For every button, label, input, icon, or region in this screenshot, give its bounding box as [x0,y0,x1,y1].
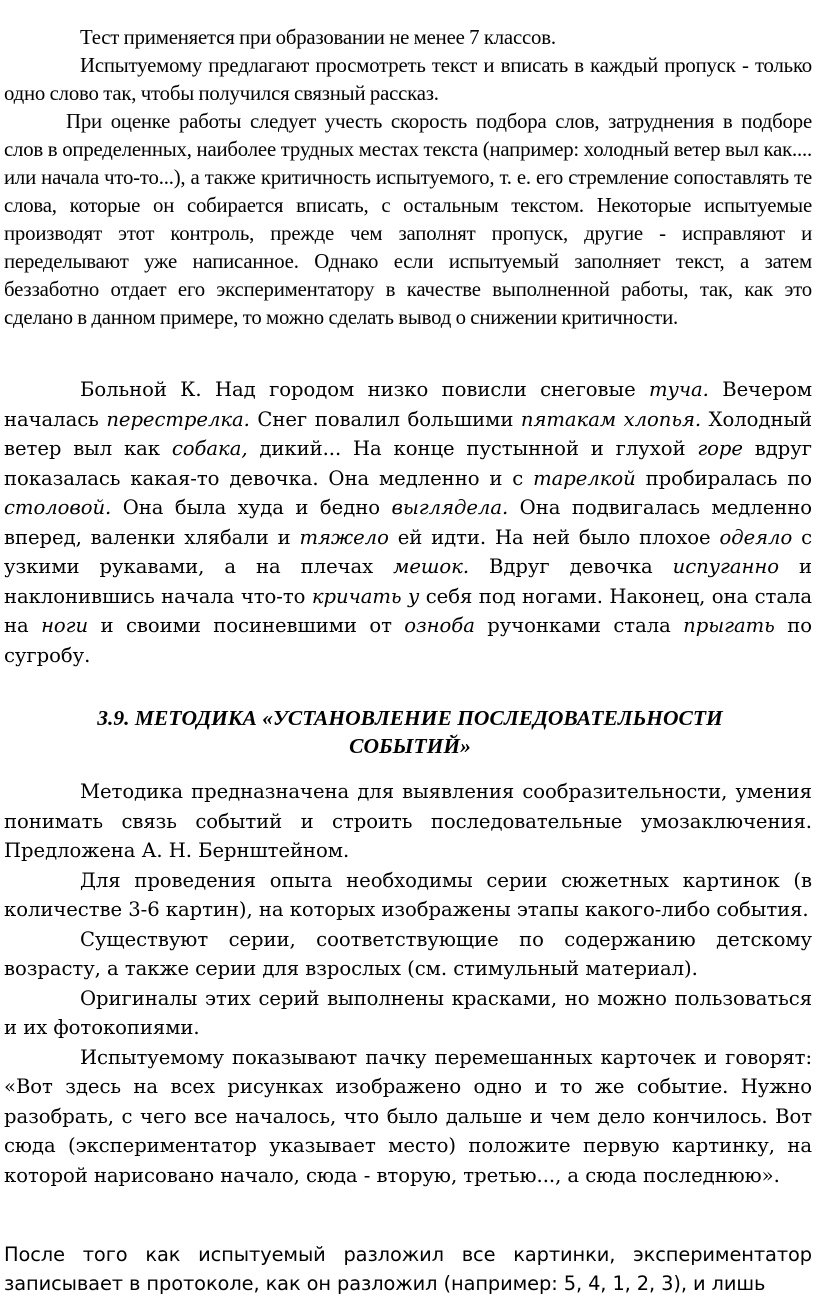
section-heading-line-2: СОБЫТИЙ» [349,734,471,758]
example-text: по сугробу. [4,614,812,667]
filled-word: кричать у [311,584,420,608]
example-text: и своими посиневшими от [88,614,405,637]
filled-word: одеяло [719,525,793,549]
example-text: вдруг показалась какая-то девочка. Она медленно и с [4,437,812,490]
example-text: с узкими рукавами, а на плечах [4,525,812,578]
filled-word: ноги [41,614,89,637]
filled-word: тяжело [299,525,389,549]
example-section [4,375,812,670]
example-text: Она была худа и бедно [111,496,392,519]
filled-word: пятакам хлопья. [520,407,702,431]
method-paragraph-3: Существуют серии, соответствующие по содержанию детскому возрасту, а также серии для взрослых (см. стимульный материал). [4,927,812,980]
intro-paragraph-3: При оценке работы следует учесть скорость подбора слов, затруднения в подборе слов в определенных, наиболее трудных местах текста (например: холодный ветер выл как.... или начала что-то...), а также критичность испытуемого, т. е. его стремление сопоставлять те слова, которые он собирается вписать, с остальным текстом. Некоторые испытуемые производят этот контроль, прежде чем заполнят пропуск, другие - исправляют и переделывают уже написанное. Однако если испытуемый заполняет текст, а затем беззаботно отдает его экспериментатору в качестве выполненной работы, так, как это сделано в данном примере, то можно сделать вывод о снижении критичности. [4,110,812,329]
filled-word: собака, [171,437,248,460]
example-text: Больной К. Над городом низко повисли снеговые [80,378,650,401]
method-paragraph-4: Оригиналы этих серий выполнены красками, но можно пользоваться и их фотокопиями. [4,986,812,1039]
intro-section [4,24,812,332]
example-text: пробиралась по [635,466,812,490]
example-text: Она подвигалась медленно вперед, валенки хлябали и [4,496,813,549]
filled-word: перестрелка. [106,407,250,431]
method-paragraph-1: Методика предназначена для выявления сообразительности, умения понимать связь событий и строить последовательные умозаключения. Предложена А. Н. Бернштейном. [4,780,812,862]
example-text: ей идти. На ней было плохое [388,525,720,549]
method-section [4,777,812,1190]
intro-paragraph-2: Испытуемому предлагают просмотреть текст и вписать в каждый пропуск - только одно слово так, чтобы получился связный рассказ. [4,54,812,105]
intro-paragraph-1: Тест применяется при образовании не менее 7 классов. [80,26,556,49]
filled-word: выглядела. [391,496,509,519]
method-paragraph-6: После того как испытуемый разложил все картинки, экспериментатор записывает в протоколе, как он разложил (например: 5, 4, 1, 2, 3), и лишь [4,1243,812,1295]
final-section [4,1240,812,1298]
example-text: Снег повалил большими [249,407,521,431]
example-text: Холодный ветер выл как [4,407,813,460]
filled-word: испуганно [672,555,779,578]
example-text: себя под ногами. Наконец, она стала на [4,584,813,637]
example-text: Вдруг девочка [469,555,673,578]
filled-word: тарелкой [533,466,636,490]
filled-word: столовой. [4,496,112,519]
example-text: и наклонившись начала что-то [4,555,812,608]
example-paragraph [4,375,812,670]
example-text: ручонками стала [474,614,684,637]
filled-word: туча. [649,378,709,401]
filled-word: мешок. [393,555,469,578]
example-text: дикий... На конце пустынной и глухой [247,437,698,460]
example-text: Вечером началась [4,378,813,431]
filled-word: прыгать [683,614,775,637]
section-heading-line-1: 3.9. МЕТОДИКА «УСТАНОВЛЕНИЕ ПОСЛЕДОВАТЕЛЬНОСТИ [97,706,723,730]
filled-word: озноба [404,614,475,637]
section-heading [30,704,790,760]
method-paragraph-5: Испытуемому показывают пачку перемешанных карточек и говорят: «Вот здесь на всех рисунках изображено одно и то же событие. Нужно разобрать, с чего все началось, что было дальше и чем дело кончилось. Вот сюда (экспериментатор указывает место) положите первую картинку, на которой нарисовано начало, сюда - вторую, третью..., а сюда последнюю». [4,1045,812,1187]
filled-word: горе [697,437,743,460]
method-paragraph-2: Для проведения опыта необходимы серии сюжетных картинок (в количестве 3-6 картин), на которых изображены этапы какого-либо события. [4,868,812,921]
